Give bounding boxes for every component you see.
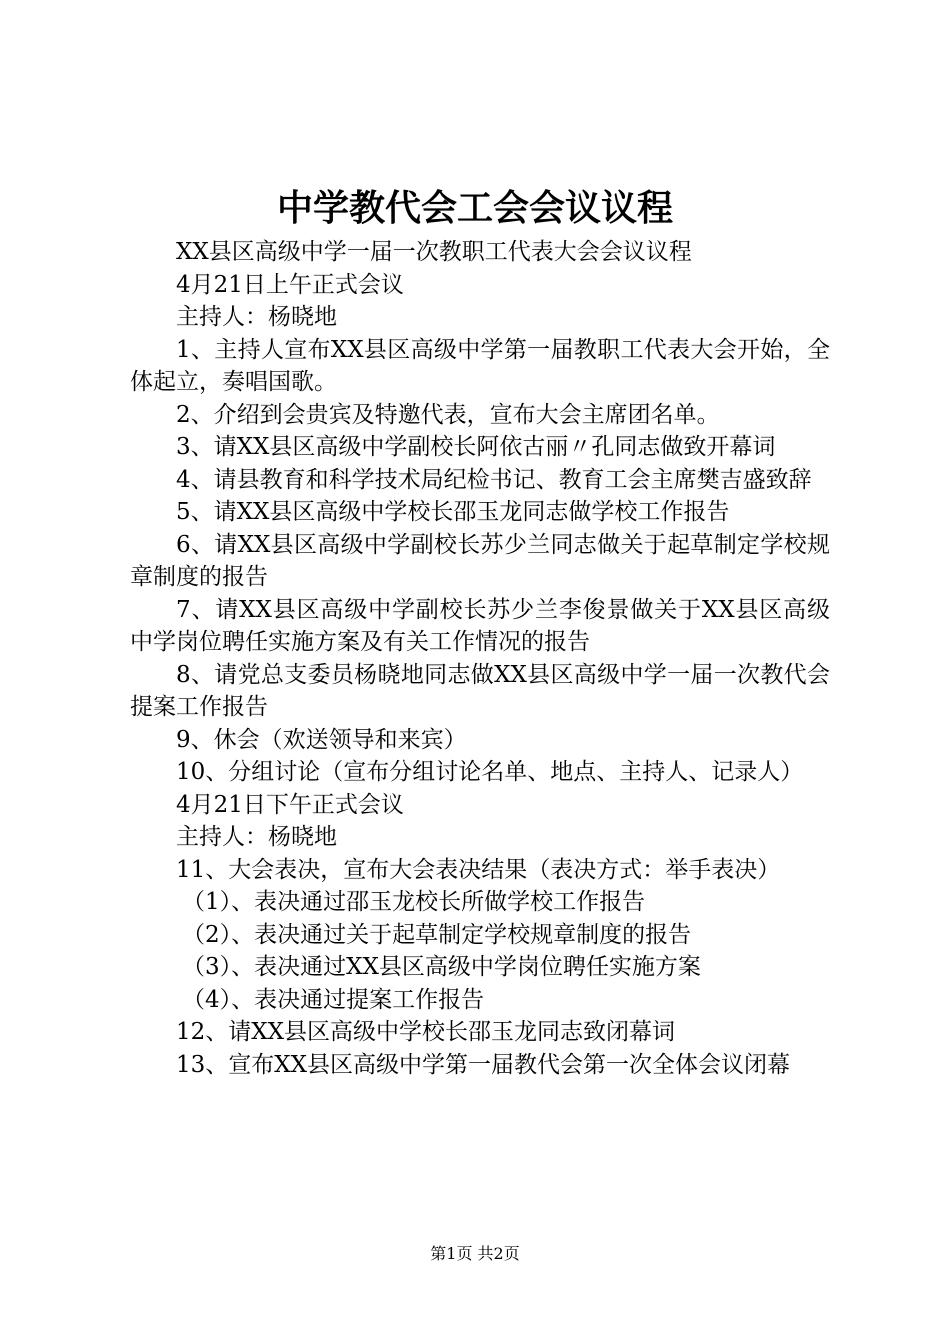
agenda-item: 3、请XX县区高级中学副校长阿依古丽〃孔同志做致开幕词 (176, 434, 776, 460)
morning-session-label: 4月21日上午正式会议 (176, 271, 404, 298)
agenda-item: 9、休会（欢送领导和来宾） (176, 726, 467, 753)
afternoon-host: 主持人：杨晓地 (176, 824, 337, 850)
page-number-footer: 第1页 共2页 (430, 1244, 520, 1263)
afternoon-session-label: 4月21日下午正式会议 (176, 791, 404, 818)
agenda-item: 13、宣布XX县区高级中学第一届教代会第一次全体会议闭幕 (176, 1051, 791, 1078)
agenda-item: 2、介绍到会贵宾及特邀代表，宣布大会主席团名单。 (176, 401, 720, 428)
vote-sub-item: （4）、表决通过提案工作报告 (182, 986, 485, 1013)
document-title: 中学教代会工会会议议程 (276, 187, 673, 229)
agenda-item: 12、请XX县区高级中学校长邵玉龙同志致闭幕词 (176, 1019, 676, 1045)
vote-sub-item: （2）、表决通过关于起草制定学校规章制度的报告 (182, 921, 692, 948)
agenda-item: 4、请县教育和科学技术局纪检书记、教育工会主席樊吉盛致辞 (176, 466, 812, 493)
agenda-item: 11、大会表决，宣布大会表决结果（表决方式：举手表决） (176, 856, 781, 883)
agenda-item: 5、请XX县区高级中学校长邵玉龙同志做学校工作报告 (176, 499, 730, 525)
vote-sub-item: （1）、表决通过邵玉龙校长所做学校工作报告 (182, 889, 646, 915)
morning-host: 主持人：杨晓地 (176, 304, 337, 330)
agenda-heading: XX县区高级中学一届一次教职工代表大会会议议程 (176, 239, 692, 265)
agenda-item: 7、请XX县区高级中学副校长苏少兰李俊景做关于XX县区高级中学岗位聘任实施方案及有关工作情况的报告 (130, 596, 830, 655)
agenda-item: 8、请党总支委员杨晓地同志做XX县区高级中学一届一次教代会提案工作报告 (130, 661, 830, 720)
agenda-item: 1、主持人宣布XX县区高级中学第一届教职工代表大会开始，全体起立，奏唱国歌。 (130, 336, 830, 395)
document-body (130, 236, 830, 1081)
agenda-item: 6、请XX县区高级中学副校长苏少兰同志做关于起草制定学校规章制度的报告 (130, 531, 830, 590)
vote-sub-item: （3）、表决通过XX县区高级中学岗位聘任实施方案 (182, 954, 701, 980)
agenda-item: 10、分组讨论（宣布分组讨论名单、地点、主持人、记录人） (176, 759, 804, 785)
